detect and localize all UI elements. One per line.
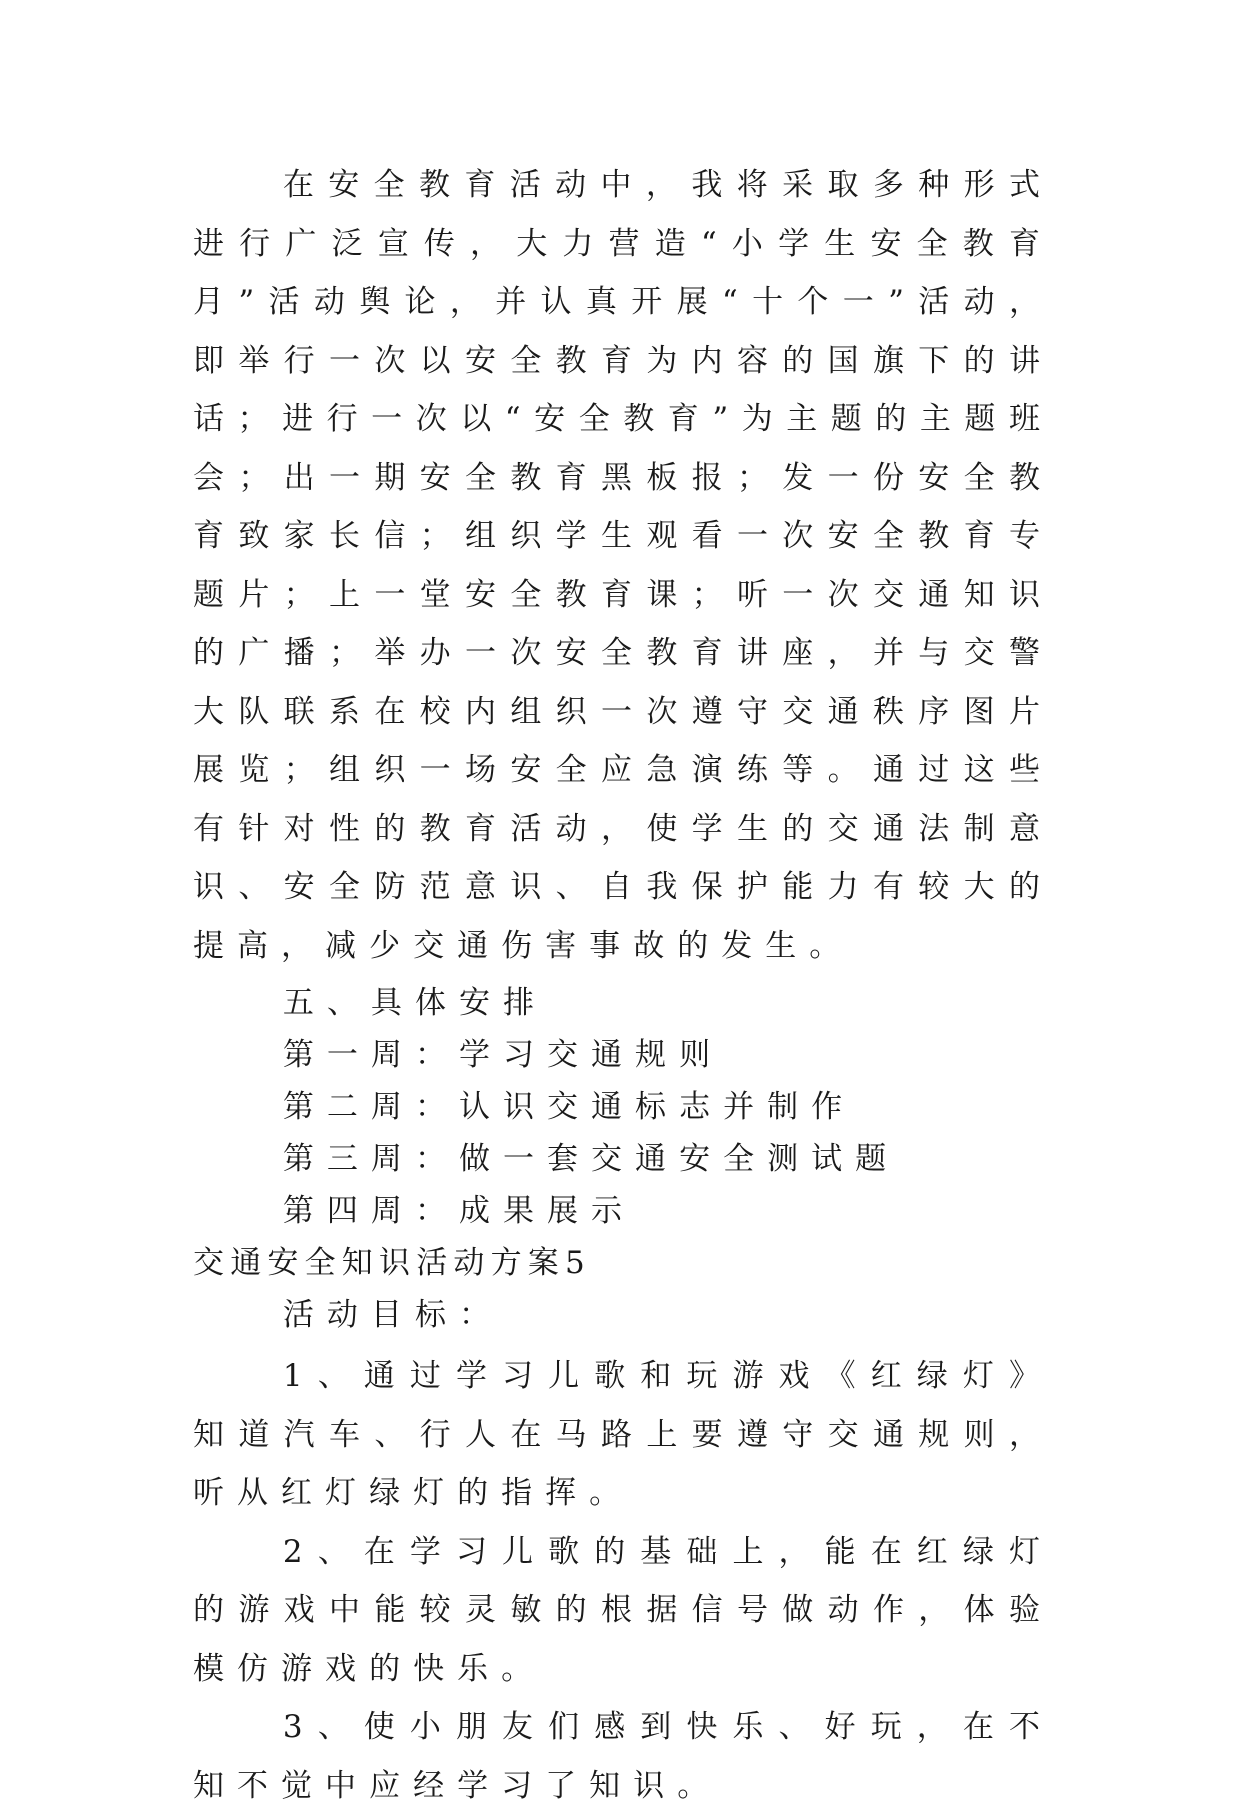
document-body [193, 156, 1053, 1815]
objective-item: 3、使小朋友们感到快乐、好玩，在不知不觉中应经学习了知识。 [193, 1709, 1053, 1804]
week-item: 第一周：学习交通规则 [282, 1037, 724, 1073]
objective-item: 2、在学习儿歌的基础上，能在红绿灯的游戏中能较灵敏的根据信号做动作，体验模仿游戏的快乐。 [193, 1533, 1053, 1687]
week-item: 第三周：做一套交通安全测试题 [282, 1141, 900, 1177]
week-item: 第四周：成果展示 [282, 1193, 636, 1229]
intro-paragraph: 在安全教育活动中，我将采取多种形式进行广泛宣传，大力营造“小学生安全教育月”活动舆论，并认真开展“十个一”活动，即举行一次以安全教育为内容的国旗下的讲话；进行一次以“安全教育”为主题的主题班会；出一期安全教育黑板报；发一份安全教育致家长信；组织学生观看一次安全教育专题片；上一堂安全教育课；听一次交通知识的广播；举办一次安全教育讲座，并与交警大队联系在校内组织一次遵守交通秩序图片展览；组织一场安全应急演练等。通过这些有针对性的教育活动，使学生的交通法制意识、安全防范意识、自我保护能力有较大的提高，减少交通伤害事故的发生。 [193, 167, 1053, 964]
section-five-heading: 五、具体安排 [282, 985, 548, 1021]
objectives-heading: 活动目标： [282, 1297, 503, 1333]
week-item: 第二周：认识交通标志并制作 [282, 1089, 856, 1125]
objective-item: 1、通过学习儿歌和玩游戏《红绿灯》知道汽车、行人在马路上要遵守交通规则，听从红灯绿灯的指挥。 [193, 1358, 1053, 1511]
plan-title: 交通安全知识活动方案5 [193, 1245, 591, 1281]
